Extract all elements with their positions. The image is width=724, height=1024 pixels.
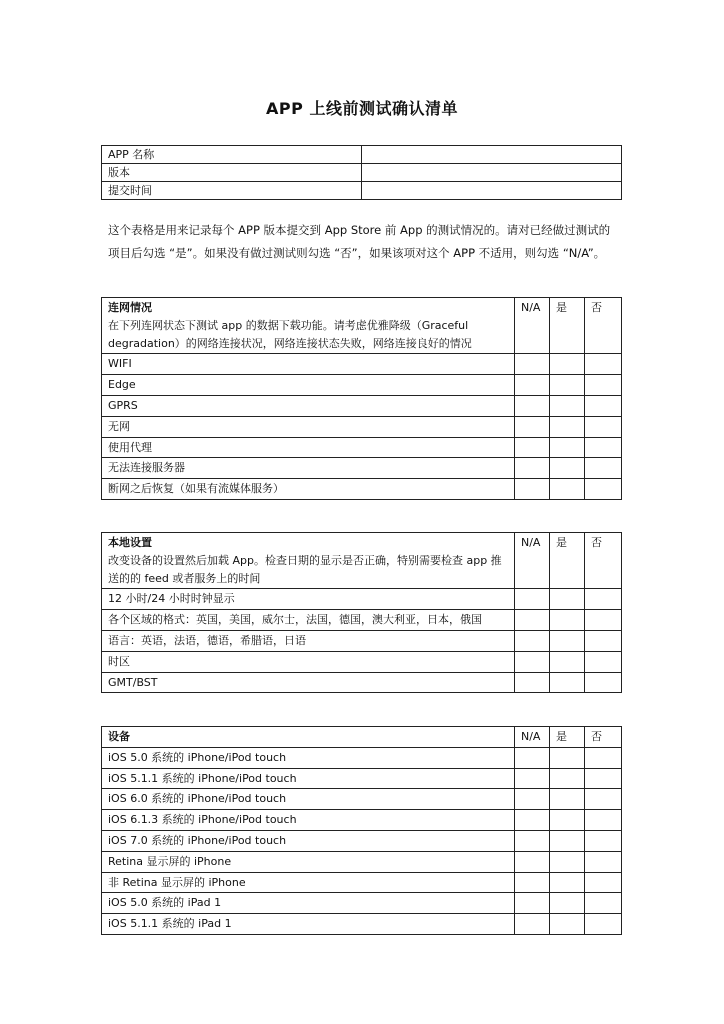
table-row: [102, 672, 622, 693]
checkbox-cell-na[interactable]: [515, 416, 550, 437]
checkbox-cell-yes[interactable]: [550, 893, 585, 914]
checkbox-cell-no[interactable]: [585, 589, 622, 610]
checkbox-cell-no[interactable]: [585, 768, 622, 789]
checkbox-cell-yes[interactable]: [550, 437, 585, 458]
item-label: 时区: [102, 651, 515, 672]
checkbox-cell-no[interactable]: [585, 479, 622, 500]
table-row: [102, 747, 622, 768]
checkbox-cell-yes[interactable]: [550, 416, 585, 437]
item-label: 各个区域的格式：英国，美国，威尔士，法国，德国，澳大利亚，日本，俄国: [102, 610, 515, 631]
table-row: [102, 437, 622, 458]
item-label: 使用代理: [102, 437, 515, 458]
section-header-row: [102, 727, 622, 748]
checkbox-cell-na[interactable]: [515, 651, 550, 672]
checkbox-cell-yes[interactable]: [550, 458, 585, 479]
info-value-app-name[interactable]: [362, 146, 622, 164]
checkbox-cell-yes[interactable]: [550, 830, 585, 851]
checkbox-cell-yes[interactable]: [550, 914, 585, 935]
item-label: 断网之后恢复（如果有流媒体服务）: [102, 479, 515, 500]
info-label-version: 版本: [102, 164, 362, 182]
checkbox-cell-no[interactable]: [585, 416, 622, 437]
checkbox-cell-na[interactable]: [515, 589, 550, 610]
checkbox-cell-yes[interactable]: [550, 810, 585, 831]
checkbox-cell-no[interactable]: [585, 610, 622, 631]
checkbox-cell-yes[interactable]: [550, 630, 585, 651]
section-title: 设备: [108, 730, 130, 743]
section-network: [101, 297, 622, 500]
table-row: [102, 479, 622, 500]
item-label: iOS 5.0 系统的 iPhone/iPod touch: [102, 747, 515, 768]
checkbox-cell-yes[interactable]: [550, 789, 585, 810]
table-row: [102, 395, 622, 416]
checkbox-cell-no[interactable]: [585, 789, 622, 810]
checkbox-cell-na[interactable]: [515, 851, 550, 872]
item-label: Retina 显示屏的 iPhone: [102, 851, 515, 872]
checkbox-cell-na[interactable]: [515, 810, 550, 831]
info-row: [102, 164, 622, 182]
section-description: 改变设备的设置然后加载 App。检查日期的显示是否正确，特别需要检查 app 推送的的 feed 或者服务上的时间: [108, 553, 502, 585]
checkbox-cell-na[interactable]: [515, 872, 550, 893]
checkbox-cell-na[interactable]: [515, 672, 550, 693]
info-row: [102, 146, 622, 164]
info-value-version[interactable]: [362, 164, 622, 182]
table-row: [102, 830, 622, 851]
section-header-cell: [102, 533, 515, 589]
column-header-1: 是: [550, 298, 585, 354]
section-title: 连网情况: [108, 301, 152, 314]
table-row: [102, 789, 622, 810]
table-row: [102, 851, 622, 872]
table-row: [102, 375, 622, 396]
info-value-submit-time[interactable]: [362, 182, 622, 200]
section-header-cell: [102, 298, 515, 354]
section-header-cell: [102, 727, 515, 748]
column-header-0: N/A: [515, 298, 550, 354]
checkbox-cell-yes[interactable]: [550, 651, 585, 672]
checkbox-cell-no[interactable]: [585, 672, 622, 693]
checkbox-cell-na[interactable]: [515, 789, 550, 810]
item-label: GPRS: [102, 395, 515, 416]
checkbox-cell-na[interactable]: [515, 437, 550, 458]
section-header-row: [102, 533, 622, 589]
section-description: 在下列连网状态下测试 app 的数据下载功能。请考虑优雅降级（Graceful degradation）的网络连接状况，网络连接状态失败，网络连接良好的情况: [108, 318, 472, 350]
checkbox-cell-na[interactable]: [515, 479, 550, 500]
section-header-row: [102, 298, 622, 354]
table-row: [102, 589, 622, 610]
item-label: 12 小时/24 小时时钟显示: [102, 589, 515, 610]
checkbox-cell-na[interactable]: [515, 893, 550, 914]
item-label: iOS 6.0 系统的 iPhone/iPod touch: [102, 789, 515, 810]
table-row: [102, 630, 622, 651]
checkbox-cell-na[interactable]: [515, 768, 550, 789]
page-title: APP 上线前测试确认清单: [266, 99, 458, 118]
section-devices: [101, 726, 622, 935]
checkbox-cell-no[interactable]: [585, 830, 622, 851]
column-header-0: N/A: [515, 727, 550, 748]
checkbox-cell-yes[interactable]: [550, 395, 585, 416]
checkbox-cell-na[interactable]: [515, 395, 550, 416]
table-row: [102, 610, 622, 631]
checkbox-cell-no[interactable]: [585, 375, 622, 396]
checkbox-cell-no[interactable]: [585, 354, 622, 375]
app-info-table: [101, 145, 622, 200]
checkbox-cell-yes[interactable]: [550, 672, 585, 693]
checkbox-cell-na[interactable]: [515, 747, 550, 768]
checkbox-cell-no[interactable]: [585, 651, 622, 672]
checkbox-cell-no[interactable]: [585, 747, 622, 768]
table-row: [102, 458, 622, 479]
item-label: iOS 5.1.1 系统的 iPad 1: [102, 914, 515, 935]
item-label: 无法连接服务器: [102, 458, 515, 479]
info-row: [102, 182, 622, 200]
checkbox-cell-no[interactable]: [585, 872, 622, 893]
item-label: iOS 5.0 系统的 iPad 1: [102, 893, 515, 914]
checkbox-cell-no[interactable]: [585, 893, 622, 914]
checkbox-cell-no[interactable]: [585, 437, 622, 458]
checkbox-cell-yes[interactable]: [550, 747, 585, 768]
table-row: [102, 651, 622, 672]
checkbox-cell-na[interactable]: [515, 610, 550, 631]
table-row: [102, 810, 622, 831]
column-header-1: 是: [550, 727, 585, 748]
item-label: Edge: [102, 375, 515, 396]
checkbox-cell-no[interactable]: [585, 458, 622, 479]
info-label-app-name: APP 名称: [102, 146, 362, 164]
checkbox-cell-yes[interactable]: [550, 354, 585, 375]
item-label: GMT/BST: [102, 672, 515, 693]
checkbox-cell-yes[interactable]: [550, 851, 585, 872]
checkbox-cell-no[interactable]: [585, 630, 622, 651]
item-label: iOS 5.1.1 系统的 iPhone/iPod touch: [102, 768, 515, 789]
info-label-submit-time: 提交时间: [102, 182, 362, 200]
table-row: [102, 416, 622, 437]
table-row: [102, 872, 622, 893]
section-local-settings: [101, 532, 622, 693]
column-header-0: N/A: [515, 533, 550, 589]
checkbox-cell-yes[interactable]: [550, 872, 585, 893]
item-label: 无网: [102, 416, 515, 437]
checkbox-cell-na[interactable]: [515, 630, 550, 651]
checkbox-cell-na[interactable]: [515, 914, 550, 935]
checkbox-cell-na[interactable]: [515, 458, 550, 479]
checkbox-cell-no[interactable]: [585, 810, 622, 831]
table-row: [102, 354, 622, 375]
table-row: [102, 914, 622, 935]
item-label: iOS 6.1.3 系统的 iPhone/iPod touch: [102, 810, 515, 831]
checkbox-cell-na[interactable]: [515, 375, 550, 396]
column-header-2: 否: [585, 533, 622, 589]
checkbox-cell-na[interactable]: [515, 354, 550, 375]
table-row: [102, 893, 622, 914]
checkbox-cell-yes[interactable]: [550, 589, 585, 610]
item-label: 非 Retina 显示屏的 iPhone: [102, 872, 515, 893]
checkbox-cell-no[interactable]: [585, 395, 622, 416]
section-title: 本地设置: [108, 536, 152, 549]
table-row: [102, 768, 622, 789]
checkbox-cell-na[interactable]: [515, 830, 550, 851]
checkbox-cell-no[interactable]: [585, 914, 622, 935]
item-label: 语言：英语，法语，德语，希腊语，日语: [102, 630, 515, 651]
intro-paragraph: 这个表格是用来记录每个 APP 版本提交到 App Store 前 App 的测试情况的。请对已经做过测试的项目后勾选 “是”。如果没有做过测试则勾选 “否”，如果该项对这个 APP 不适用，则勾选 “N/A”。: [108, 223, 611, 260]
column-header-2: 否: [585, 298, 622, 354]
column-header-1: 是: [550, 533, 585, 589]
checkbox-cell-no[interactable]: [585, 851, 622, 872]
item-label: WIFI: [102, 354, 515, 375]
checkbox-cell-yes[interactable]: [550, 375, 585, 396]
checkbox-cell-yes[interactable]: [550, 610, 585, 631]
checkbox-cell-yes[interactable]: [550, 479, 585, 500]
checkbox-cell-yes[interactable]: [550, 768, 585, 789]
item-label: iOS 7.0 系统的 iPhone/iPod touch: [102, 830, 515, 851]
column-header-2: 否: [585, 727, 622, 748]
